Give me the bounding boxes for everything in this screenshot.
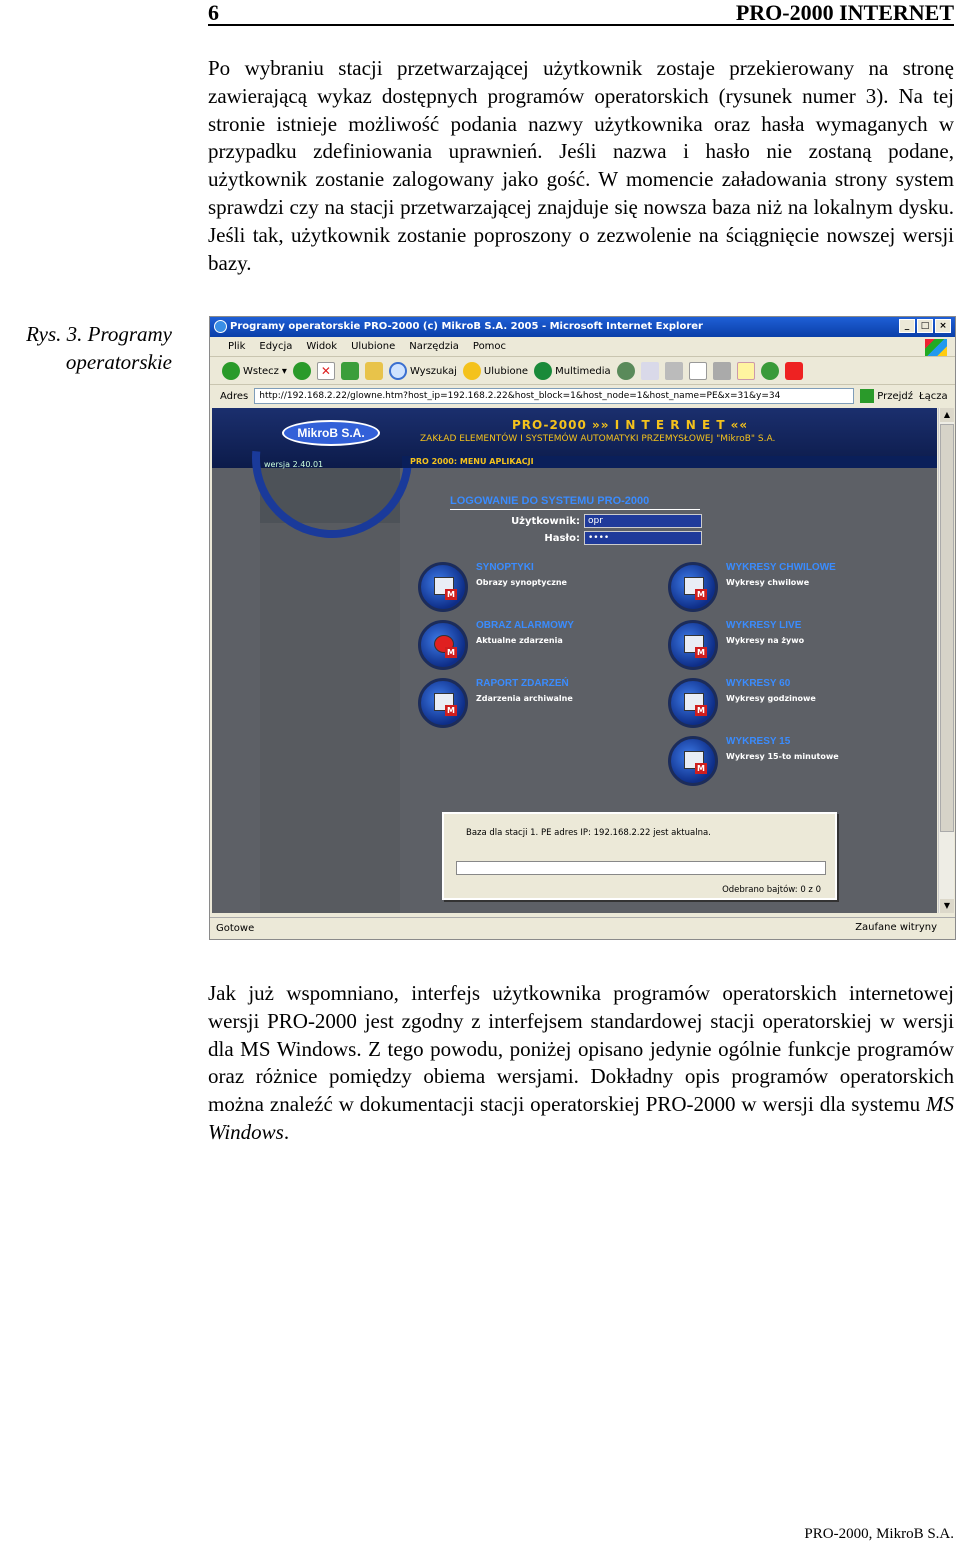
scroll-thumb[interactable] — [940, 424, 954, 832]
page-number: 6 — [208, 0, 219, 25]
caption-line-1: Rys. 3. Programy — [26, 322, 172, 346]
address-label: Adres — [220, 390, 249, 402]
go-arrow-icon — [860, 389, 874, 403]
windows-logo-icon — [925, 339, 947, 356]
stop-icon[interactable]: ✕ — [317, 362, 335, 380]
synoptic-icon: M — [418, 562, 468, 612]
forward-arrow-icon[interactable] — [293, 362, 311, 380]
address-bar — [210, 386, 955, 406]
user-label: Użytkownik: — [511, 516, 580, 527]
database-status-panel — [442, 812, 837, 900]
ie-icon — [214, 320, 227, 333]
refresh-icon[interactable] — [341, 362, 359, 380]
close-button[interactable]: × — [935, 319, 951, 333]
messenger-icon[interactable] — [761, 362, 779, 380]
notes-icon[interactable] — [737, 362, 755, 380]
version-label: wersja 2.40.01 — [264, 460, 324, 469]
intro-paragraph: Po wybraniu stacji przetwarzającej użytkownik zostaje przekierowany na stronę zawierającą wykaz dostępnych programów operatorskich (rysunek numer 3). Na tej stronie istnieje możliwość podania nazwy użytkownika oraz hasła wymaganych w przypadku zdefiniowania uprawnień. Jeśli nazwa i hasło nie zostaną podane, użytkownik zostanie zalogowany jako gość. W momencie załadowania strony system sprawdzi czy na stacji przetwarzającej znajduje się nowsza baza niż na lokalnym dysku. Jeśli tak, użytkownik zostanie poproszony o zezwolenie na ściągnięcie nowszej wersji bazy. — [208, 56, 954, 275]
go-button[interactable]: Przejdź — [860, 389, 913, 403]
user-input[interactable]: opr — [584, 514, 702, 528]
back-arrow-icon — [222, 362, 240, 380]
multimedia-icon — [534, 362, 552, 380]
trend-chart-icon: M — [668, 562, 718, 612]
banner-subtitle: ZAKŁAD ELEMENTÓW I SYSTEMÓW AUTOMATYKI PRZEMYSŁOWEJ "MikroB" S.A. — [420, 434, 776, 444]
toolbar — [210, 358, 955, 385]
alarm-icon: M — [418, 620, 468, 670]
menu-ulubione[interactable]: Ulubione — [351, 341, 396, 352]
search-button[interactable]: Wyszukaj — [389, 362, 457, 380]
edit-icon[interactable] — [689, 362, 707, 380]
page-viewport: PRO-2000 »» I N T E R N E T «« ZAKŁAD ELEMENTÓW I SYSTEMÓW AUTOMATYKI PRZEMYSŁOWEJ "MikroB" S.A. MikroB S.A. PRO 2000: MENU APLIKACJI wersja 2.40.01 LOGOWANIE DO SYSTEMU PRO-2000 Użytkownik: opr Hasło: •••• M SYNOPTYKI Obrazy synoptyczne M OBRAZ ALARMOWY Aktualne zdarzenia M RAPORT ZDARZEŃ Zdarzenia archiwalne M WYKRESY CHWILOWE Wykresy chwilowe M WYKRESY LIVE Wykresy na żywo M WYKRESY 60 Wykresy godzinowe M WYKRESY 15 Wykresy 15-to minutowe Baza dla stacji 1. PE adres IP: 192.168.2.22 jest aktualna. Odebrano bajtów: 0 z 0 — [212, 408, 937, 913]
login-divider — [450, 509, 700, 510]
search-icon — [389, 362, 407, 380]
scroll-down-icon[interactable]: ▼ — [940, 899, 954, 913]
window-title: Programy operatorskie PRO-2000 (c) MikroB S.A. 2005 - Microsoft Internet Explorer — [230, 321, 703, 332]
header-title: PRO-2000 INTERNET — [735, 0, 954, 25]
caption-line-2: operatorskie — [65, 350, 172, 374]
security-zone: Zaufane witryny — [855, 922, 937, 933]
scroll-up-icon[interactable]: ▲ — [940, 408, 954, 422]
home-icon[interactable] — [365, 362, 383, 380]
description-paragraph: Jak już wspomniano, interfejs użytkownika programów operatorskich internetowej wersji PRO-2000 jest zgodny z interfejsem standardowej stacji operatorskiej w wersji dla MS Windows. Z tego powodu, poniżej opisano jedynie ogólnie funkcje programów oraz różnice pomiędzy obiema wersjami. Dokładny opis programów operatorskich można znaleźć w dokumentacji stacji operatorskiej PRO-2000 w wersji dla systemu MS Windows. — [208, 981, 954, 1144]
status-text: Gotowe — [216, 923, 255, 934]
chart-60-icon: M — [668, 678, 718, 728]
minimize-button[interactable]: _ — [899, 319, 915, 333]
vertical-scrollbar[interactable] — [938, 408, 954, 913]
menu-plik[interactable]: Plik — [228, 341, 246, 352]
menu-bar — [210, 338, 955, 357]
discuss-icon[interactable] — [713, 362, 731, 380]
bytes-received: Odebrano bajtów: 0 z 0 — [722, 885, 821, 895]
links-button[interactable]: Łącza — [919, 390, 948, 402]
menu-edycja[interactable]: Edycja — [259, 341, 293, 352]
star-icon — [463, 362, 481, 380]
event-report-icon: M — [418, 678, 468, 728]
password-input[interactable]: •••• — [584, 531, 702, 545]
multimedia-button[interactable]: Multimedia — [534, 362, 611, 380]
research-icon[interactable] — [785, 362, 803, 380]
live-chart-icon: M — [668, 620, 718, 670]
status-bar — [210, 917, 955, 939]
password-label: Hasło: — [544, 533, 580, 544]
window-titlebar — [210, 317, 955, 337]
back-button[interactable]: Wstecz ▾ — [222, 362, 287, 380]
database-status-message: Baza dla stacji 1. PE adres IP: 192.168.2.22 jest aktualna. — [466, 828, 711, 838]
banner-title: PRO-2000 »» I N T E R N E T «« — [512, 418, 749, 432]
chart-15-icon: M — [668, 736, 718, 786]
page-footer: PRO-2000, MikroB S.A. — [804, 1526, 954, 1542]
menu-pomoc[interactable]: Pomoc — [472, 341, 507, 352]
figure-caption — [0, 320, 172, 376]
menu-header: PRO 2000: MENU APLIKACJI — [402, 456, 937, 468]
login-title: LOGOWANIE DO SYSTEMU PRO-2000 — [450, 495, 650, 507]
page-header — [208, 0, 954, 26]
maximize-button[interactable]: □ — [917, 319, 933, 333]
menu-narzedzia[interactable]: Narzędzia — [409, 341, 459, 352]
browser-screenshot — [209, 316, 956, 940]
menu-widok[interactable]: Widok — [306, 341, 338, 352]
ms-windows-italic: MS Windows — [208, 1092, 954, 1144]
address-input[interactable]: http://192.168.2.22/glowne.htm?host_ip=192.168.2.22&host_block=1&host_node=1&host_name=PE&x=31&y=34 — [254, 388, 854, 404]
favorites-button[interactable]: Ulubione — [463, 362, 528, 380]
mikrob-logo: MikroB S.A. — [282, 420, 380, 446]
mail-icon[interactable] — [641, 362, 659, 380]
print-icon[interactable] — [665, 362, 683, 380]
download-progress-bar — [456, 861, 826, 875]
history-icon[interactable] — [617, 362, 635, 380]
